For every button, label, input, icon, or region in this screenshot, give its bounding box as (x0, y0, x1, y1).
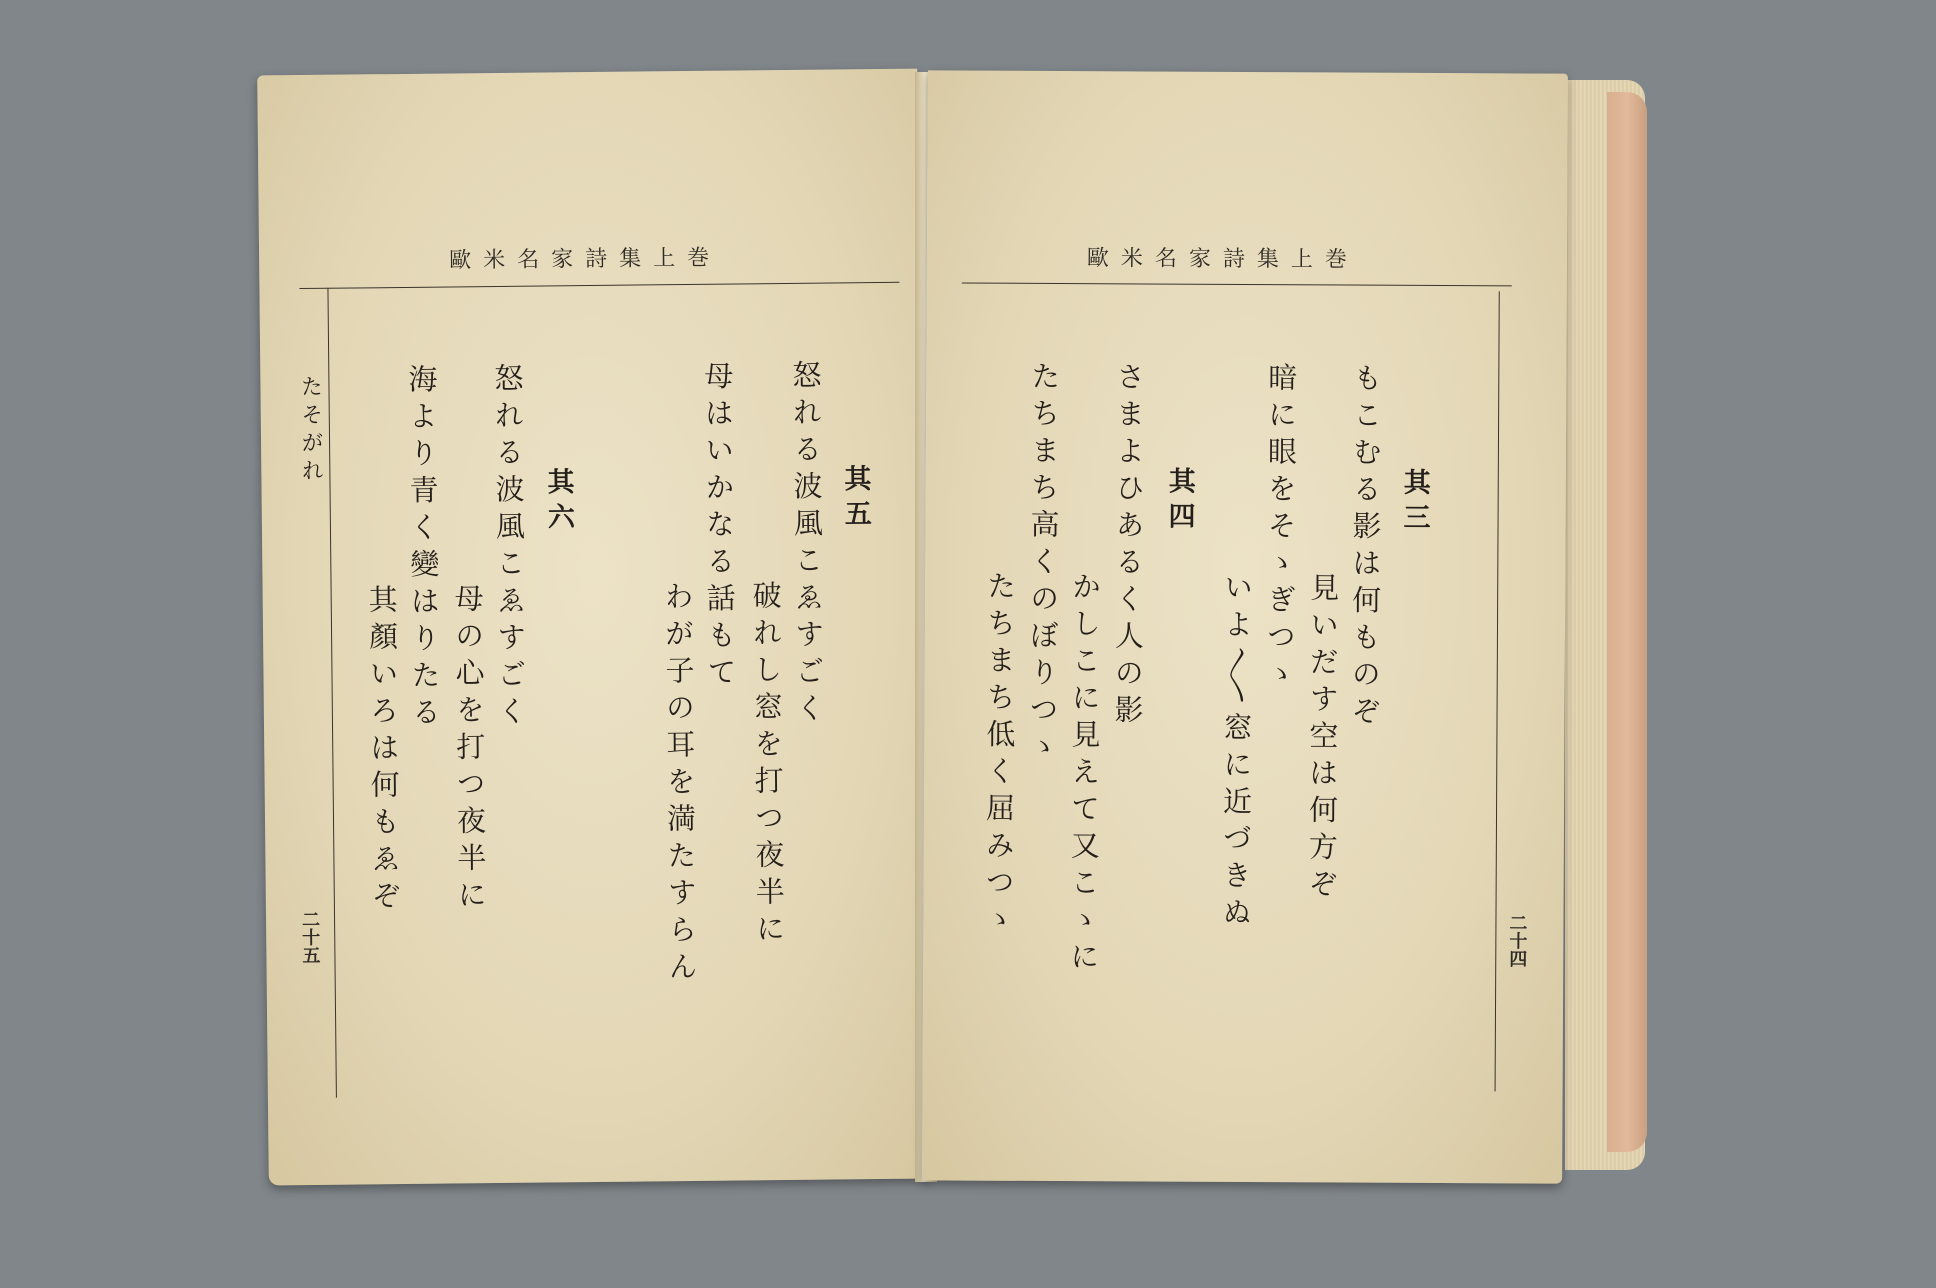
running-header-left: 歐米名家詩集上巻 (449, 245, 722, 274)
section-five-line-2: 破れし窓を打つ夜半に (748, 580, 787, 951)
section-six-line-1: 怒れる波風こゑすごく (490, 362, 529, 734)
section-five-line-1: 怒れる波風こゑすごく (788, 359, 827, 730)
section-six-line-2: 母の心を打つ夜半に (450, 583, 489, 917)
page-number-left: 二十五 (298, 909, 321, 965)
page-edge-tint (1607, 92, 1647, 1152)
section-three-line-2: 見いだす空は何方ぞ (1304, 572, 1341, 906)
section-four-line-1: さまよひあるく人の影 (1110, 361, 1147, 732)
section-five-line-4: わが子の耳を満たすらん (660, 580, 699, 989)
header-rule-left (299, 282, 899, 289)
side-title: たそがれ (297, 374, 324, 488)
right-page (922, 70, 1568, 1183)
section-four-title: 其四 (1163, 466, 1195, 537)
running-header-right: 歐米名家詩集上巻 (1086, 246, 1360, 273)
section-three-line-4: いよ〳〵窓に近づきぬ (1218, 571, 1255, 935)
header-rule-right (962, 283, 1512, 287)
page-number-right: 二十四 (1506, 913, 1528, 968)
section-six-line-4: 其顏いろは何もゑぞ (364, 584, 403, 918)
section-three-line-1: もこむる影は何ものぞ (1347, 362, 1384, 733)
section-five-title: 其五 (839, 464, 872, 535)
margin-rule-right (1495, 291, 1500, 1091)
section-three-title: 其三 (1398, 467, 1430, 538)
section-six-line-3: 海より青く變はりたる (404, 363, 443, 734)
section-five-line-3: 母はいかなる話もて (700, 360, 738, 694)
margin-rule-left (327, 288, 336, 1098)
section-three-line-3: 暗に眼をそゝぎつゝ (1262, 362, 1299, 696)
open-book (255, 72, 1675, 1192)
section-four-line-4: たちまち低く屈みつゝ (981, 570, 1018, 941)
section-four-line-3: たちまち高くのぼりつゝ (1025, 360, 1062, 769)
section-four-line-2: かしこに見えて又こゝに (1066, 571, 1103, 979)
section-six-title: 其六 (542, 467, 575, 538)
left-page (257, 69, 929, 1186)
